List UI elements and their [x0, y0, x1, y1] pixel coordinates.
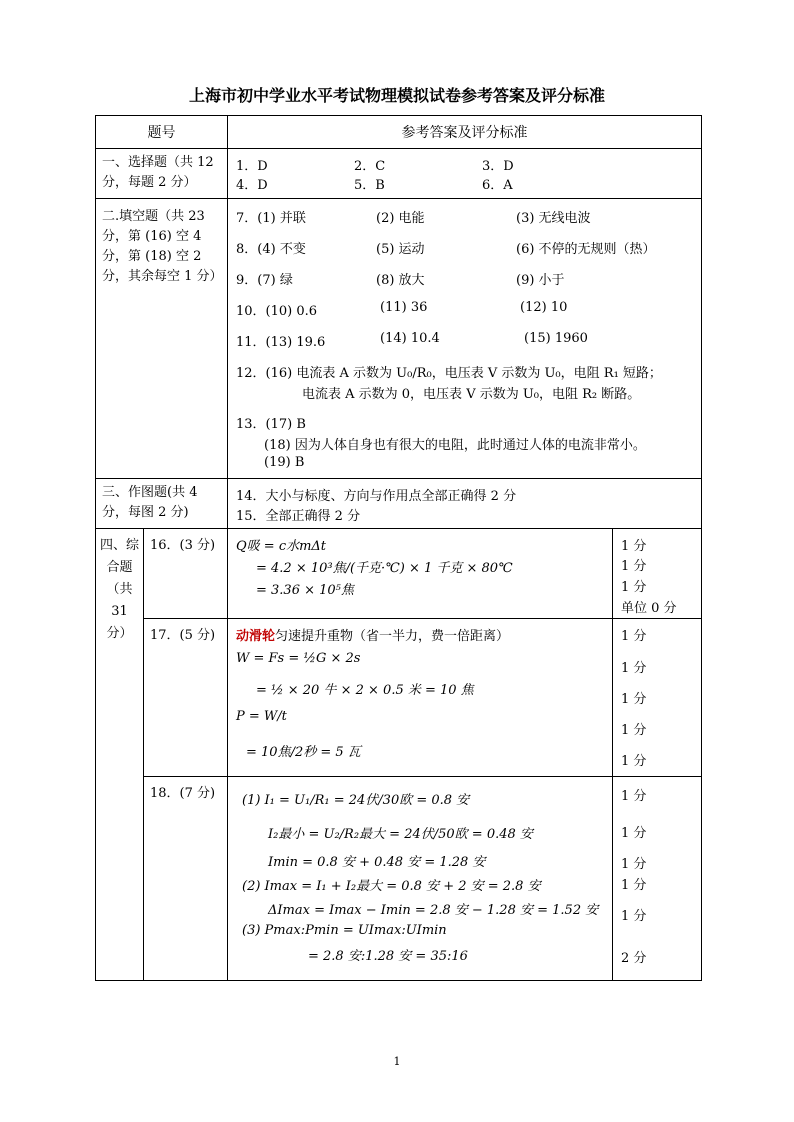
table-header: [96, 116, 702, 149]
q16-label: 16．(3 分): [144, 529, 227, 619]
q18-line2: I₂最小 = U₂/R₂最大 = 24伏/50欧 = 0.48 安: [268, 827, 533, 842]
section-fill: [96, 199, 702, 479]
answer-3: 3．D: [482, 159, 514, 174]
answer-10-3: (12) 10: [520, 300, 568, 315]
q18-pts-4: 1 分: [621, 878, 647, 893]
q18-label: 18．(7 分): [150, 786, 216, 801]
q18-pts-5: 1 分: [621, 909, 647, 924]
answer-4: 4．D: [236, 178, 268, 193]
answer-1: 1．D: [236, 159, 268, 174]
section-comprehensive: [96, 529, 702, 981]
q17-pts-2: 1 分: [621, 661, 647, 676]
q17-line3: = ½ × 20 牛 × 2 × 0.5 米 = 10 焦: [256, 683, 474, 698]
q17-answer: [228, 619, 612, 777]
answer-6: 6．A: [482, 178, 513, 193]
answer-2: 2．C: [354, 159, 386, 174]
q17-pts-4: 1 分: [621, 723, 647, 738]
answer-9-2: (8) 放大: [376, 273, 425, 288]
answer-8-1: 8．(4) 不变: [236, 242, 306, 257]
answer-13-line1: 13．(17) B: [236, 417, 306, 432]
q17-pts-5: 1 分: [621, 754, 647, 769]
header-question-no: 题号: [96, 116, 228, 149]
q18-pts-3: 1 分: [621, 857, 647, 872]
answer-11-1: 11．(13) 19.6: [236, 335, 326, 350]
q17-line2: W = Fs = ½G × 2s: [236, 651, 361, 666]
q17-line1: 匀速提升重物（省一半力，费一倍距离）: [275, 629, 510, 644]
q16-line1: Q吸 = c水mΔt: [236, 539, 327, 554]
q17-pts-1: 1 分: [621, 629, 647, 644]
section-comprehensive-label: 四、综合题（共 31 分）: [96, 529, 144, 980]
q18-line7: = 2.8 安:1.28 安 = 35:16: [308, 949, 468, 964]
points-column: [613, 529, 701, 980]
answer-7-1: 7．(1) 并联: [236, 211, 306, 226]
q16-line3: = 3.36 × 10⁵焦: [256, 583, 354, 598]
q18-line1: (1) I₁ = U₁/R₁ = 24伏/30欧 = 0.8 安: [242, 793, 470, 808]
answer-13-line3: (19) B: [264, 455, 305, 470]
section-choice-label: 一、选择题（共 12 分，每题 2 分）: [96, 149, 228, 199]
q17-line4: P = W/t: [236, 709, 287, 724]
answer-9-1: 9．(7) 绿: [236, 273, 293, 288]
q17-label: 17．(5 分): [144, 619, 227, 777]
q17-pts-3: 1 分: [621, 692, 647, 707]
q18-line6: (3) Pmax:Pmin = UImax:UImin: [242, 923, 447, 938]
answer-14: 14．大小与标度、方向与作用点全部正确得 2 分: [236, 489, 517, 504]
section-fill-label: 二.填空题（共 23 分，第 (16) 空 4 分，第 (18) 空 2 分，其余每空 1 分）: [96, 199, 228, 479]
q18-line5: ΔImax = Imax − Imin = 2.8 安 − 1.28 安 = 1.52 安: [268, 903, 599, 918]
q17-keyword: 动滑轮: [236, 629, 276, 644]
header-answer: 参考答案及评分标准: [228, 116, 702, 149]
q16-pts-4: 单位 0 分: [621, 601, 677, 616]
page-number: 1: [393, 1055, 401, 1068]
answer-10-1: 10．(10) 0.6: [236, 304, 318, 319]
q18-answer: [228, 777, 612, 980]
q16-line2: = 4.2 × 10³焦/(千克·℃) × 1 千克 × 80℃: [256, 561, 513, 576]
q18-pts-2: 1 分: [621, 826, 647, 841]
q18-line3: Imin = 0.8 安 + 0.48 安 = 1.28 安: [268, 855, 486, 870]
answer-table: [95, 115, 702, 981]
answer-15: 15．全部正确得 2 分: [236, 509, 361, 524]
answer-11-2: (14) 10.4: [380, 331, 440, 346]
answer-12-line2: 电流表 A 示数为 0，电压表 V 示数为 U₀，电阻 R₂ 断路。: [302, 387, 641, 402]
q16-pts-1: 1 分: [621, 539, 647, 554]
answer-7-2: (2) 电能: [376, 211, 425, 226]
q16-pts-3: 1 分: [621, 580, 647, 595]
page-title: 上海市初中学业水平考试物理模拟试卷参考答案及评分标准: [188, 86, 605, 105]
answer-12-line1: 12．(16) 电流表 A 示数为 U₀/R₀，电压表 V 示数为 U₀，电阻 R₁ 短路；: [236, 366, 662, 381]
answer-8-3: (6) 不停的无规则（热）: [516, 242, 656, 257]
answer-10-2: (11) 36: [380, 300, 428, 315]
q18-pts-6: 2 分: [621, 951, 647, 966]
section-drawing: [96, 479, 702, 529]
answer-13-line2: (18) 因为人体自身也有很大的电阻，此时通过人体的电流非常小。: [264, 438, 646, 453]
q17-line5: = 10焦/2秒 = 5 瓦: [246, 745, 361, 760]
q16-answer: [228, 529, 612, 619]
q18-pts-1: 1 分: [621, 789, 647, 804]
answer-11-3: (15) 1960: [524, 331, 588, 346]
section-drawing-label: 三、作图题(共 4 分，每图 2 分): [96, 479, 228, 529]
answer-5: 5．B: [354, 178, 385, 193]
q18-line4: (2) Imax = I₁ + I₂最大 = 0.8 安 + 2 安 = 2.8 安: [242, 879, 541, 894]
answer-9-3: (9) 小于: [516, 273, 565, 288]
answer-8-2: (5) 运动: [376, 242, 425, 257]
q16-pts-2: 1 分: [621, 559, 647, 574]
answer-7-3: (3) 无线电波: [516, 211, 591, 226]
section-choice: [96, 149, 702, 199]
